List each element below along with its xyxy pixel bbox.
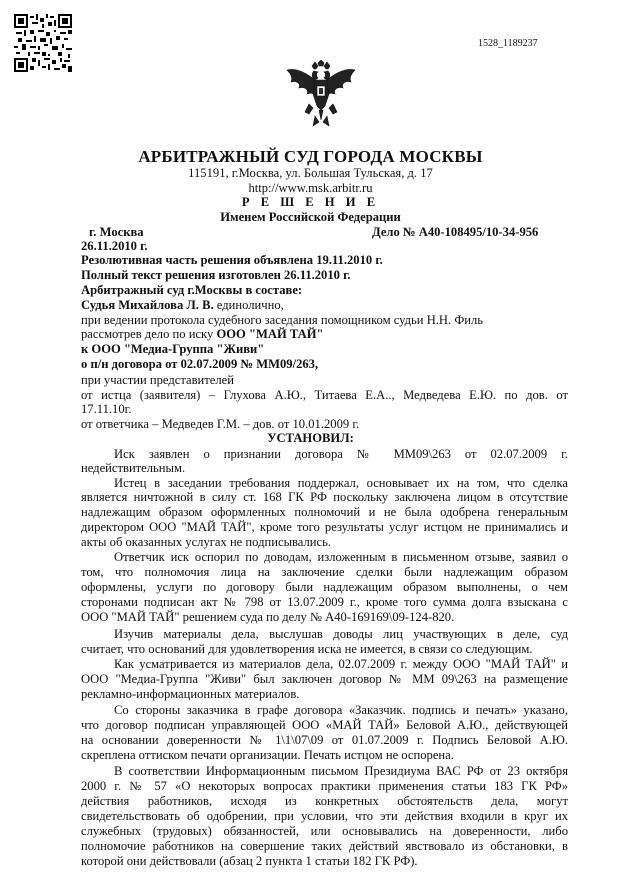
body-line: оформлены, услуги по договору были надлежащим образом выполнены, о чем [81,580,568,594]
on-behalf-line: Именем Российской Федерации [220,210,401,224]
body-line: служебных (трудовых) обязанностей, или основывались на доверенности, либо [81,824,568,838]
body-line: сторонами подписан акт № 798 от 13.07.2009 г., кроме того сумма долга взыскана с [81,595,568,609]
body-line: Иск заявлен о признании договора № ММ09\263 от 02.07.2009 г. [114,447,568,461]
body-line: 2000 г. № 57 «О некоторых вопросах практики применения статьи 183 ГК РФ» [81,779,568,793]
body-line: Как усматривается из материалов дела, 02.07.2009 г. между ООО "МАЙ ТАЙ" и [114,657,568,671]
body-line: скреплена оттиском печати организации. Печать истцом не оспорена. [81,748,454,762]
body-line: свидетельствовать об одобрении, при условии, что эти действия входили в круг их [81,809,568,823]
body-line: В соответствии Информационным письмом Президиума ВАС РФ от 23 октября [114,764,568,778]
protocol-line: при ведении протокола судебного заседания помощником судьи Н.Н. Филь [81,313,484,327]
body-line: которой они действовали (абзац 2 пункта 1 статьи 182 ГК РФ). [81,854,418,868]
document-id: 1528_1189237 [478,38,538,49]
case-number: Дело № А40-108495/10-34-956 [372,225,539,239]
court-composition: Арбитражный суд г.Москвы в составе: [81,283,303,297]
judge-line [81,298,284,313]
body-line: полномочие работников на совершение таких действий явствовало из обстановки, в [81,839,568,853]
resolution-announced: Резолютивная часть решения объявлена 19.11.2010 г. [81,253,383,267]
body-line: что договор подписан управляющей ООО «МАЙ ТАЙ» Беловой А.Ю., действующей [81,718,568,732]
body-line: считает, что оснований для удовлетворения иска не имеется, в связи со следующим. [81,642,533,656]
claim-line [81,327,324,342]
claim-prefix: рассмотрев дело по иску [81,327,217,341]
qr-code [14,14,72,72]
body-line: является ничтожной в силу ст. 168 ГК РФ поскольку заключена лицом в отсутствие [81,490,568,504]
plaintiff-reps-date: 17.11.10г. [81,402,132,416]
body-line: на основании доверенности № 1\1\07\09 от 01.07.2009 г. Подпись Беловой А.Ю. [81,733,568,747]
body-line: Изучив материалы дела, выслушав доводы лиц участвующих в деле, суд [114,627,568,641]
body-line: ООО "МАЙ ТАЙ" решением суда по делу № А40-169169\09-124-820. [81,610,455,624]
body-line: Со стороны заказчика в графе договора «Заказчик. подпись и печать» указано, [114,703,568,717]
body-line: Истец в заседании требования поддержал, основывает их на том, что сделка [114,476,568,490]
body-line: действия работников, исходя из конкретных обстоятельств дела, могут [81,794,568,808]
body-line: Ответчик иск оспорил по доводам, изложенным в письменном отзыве, заявил о [114,550,568,564]
plaintiff-name: ООО "МАЙ ТАЙ" [216,327,324,341]
body-line: ООО "Медиа-Группа "Живи" был заключен договор № ММ 09\263 на размещение [81,672,568,686]
defendant-reps-line: от ответчика – Медведев Г.М. – дов. от 10.01.2009 г. [81,417,360,431]
judge-name: Судья Михайлова Л. В. [81,298,214,312]
full-text-date: Полный текст решения изготовлен 26.11.2010 г. [81,268,351,282]
court-name: АРБИТРАЖНЫЙ СУД ГОРОДА МОСКВЫ [138,147,483,166]
plaintiff-reps-line: от истца (заявителя) – Глухова А.Ю., Титаева Е.А.., Медведева Е.Ю. по дов. от [81,388,568,402]
coat-of-arms-emblem [285,60,357,130]
claim-subject: о п/н договора от 02.07.2009 № ММ09/263, [81,357,319,371]
document-title: Р Е Ш Е Н И Е [241,195,380,209]
court-website: http://www.msk.arbitr.ru [248,181,373,195]
court-address: 115191, г.Москва, ул. Большая Тульская, д. 17 [188,166,433,180]
body-line: надлежащим образом оформленных полномочий и не была одобрена генеральным [81,505,568,519]
body-line: директором ООО "МАЙ ТАЙ", кроме того результаты услуг истцом не принимались и [81,520,568,534]
representatives-line: при участии представителей [81,373,234,387]
decision-date: 26.11.2010 г. [81,239,148,253]
body-line: недействительным. [81,461,186,475]
established-heading: УСТАНОВИЛ: [267,431,354,445]
body-line: рекламно-информационных материалов. [81,687,300,701]
city: г. Москва [89,225,144,239]
body-line: том, что полномочия лица на заключение сделки были надлежащим образом [81,565,568,579]
judge-mode: единолично, [213,298,284,312]
body-line: акты об оказанных услугах не подписывались. [81,535,332,549]
defendant-line: к ООО "Медиа-Группа "Живи" [81,342,265,356]
